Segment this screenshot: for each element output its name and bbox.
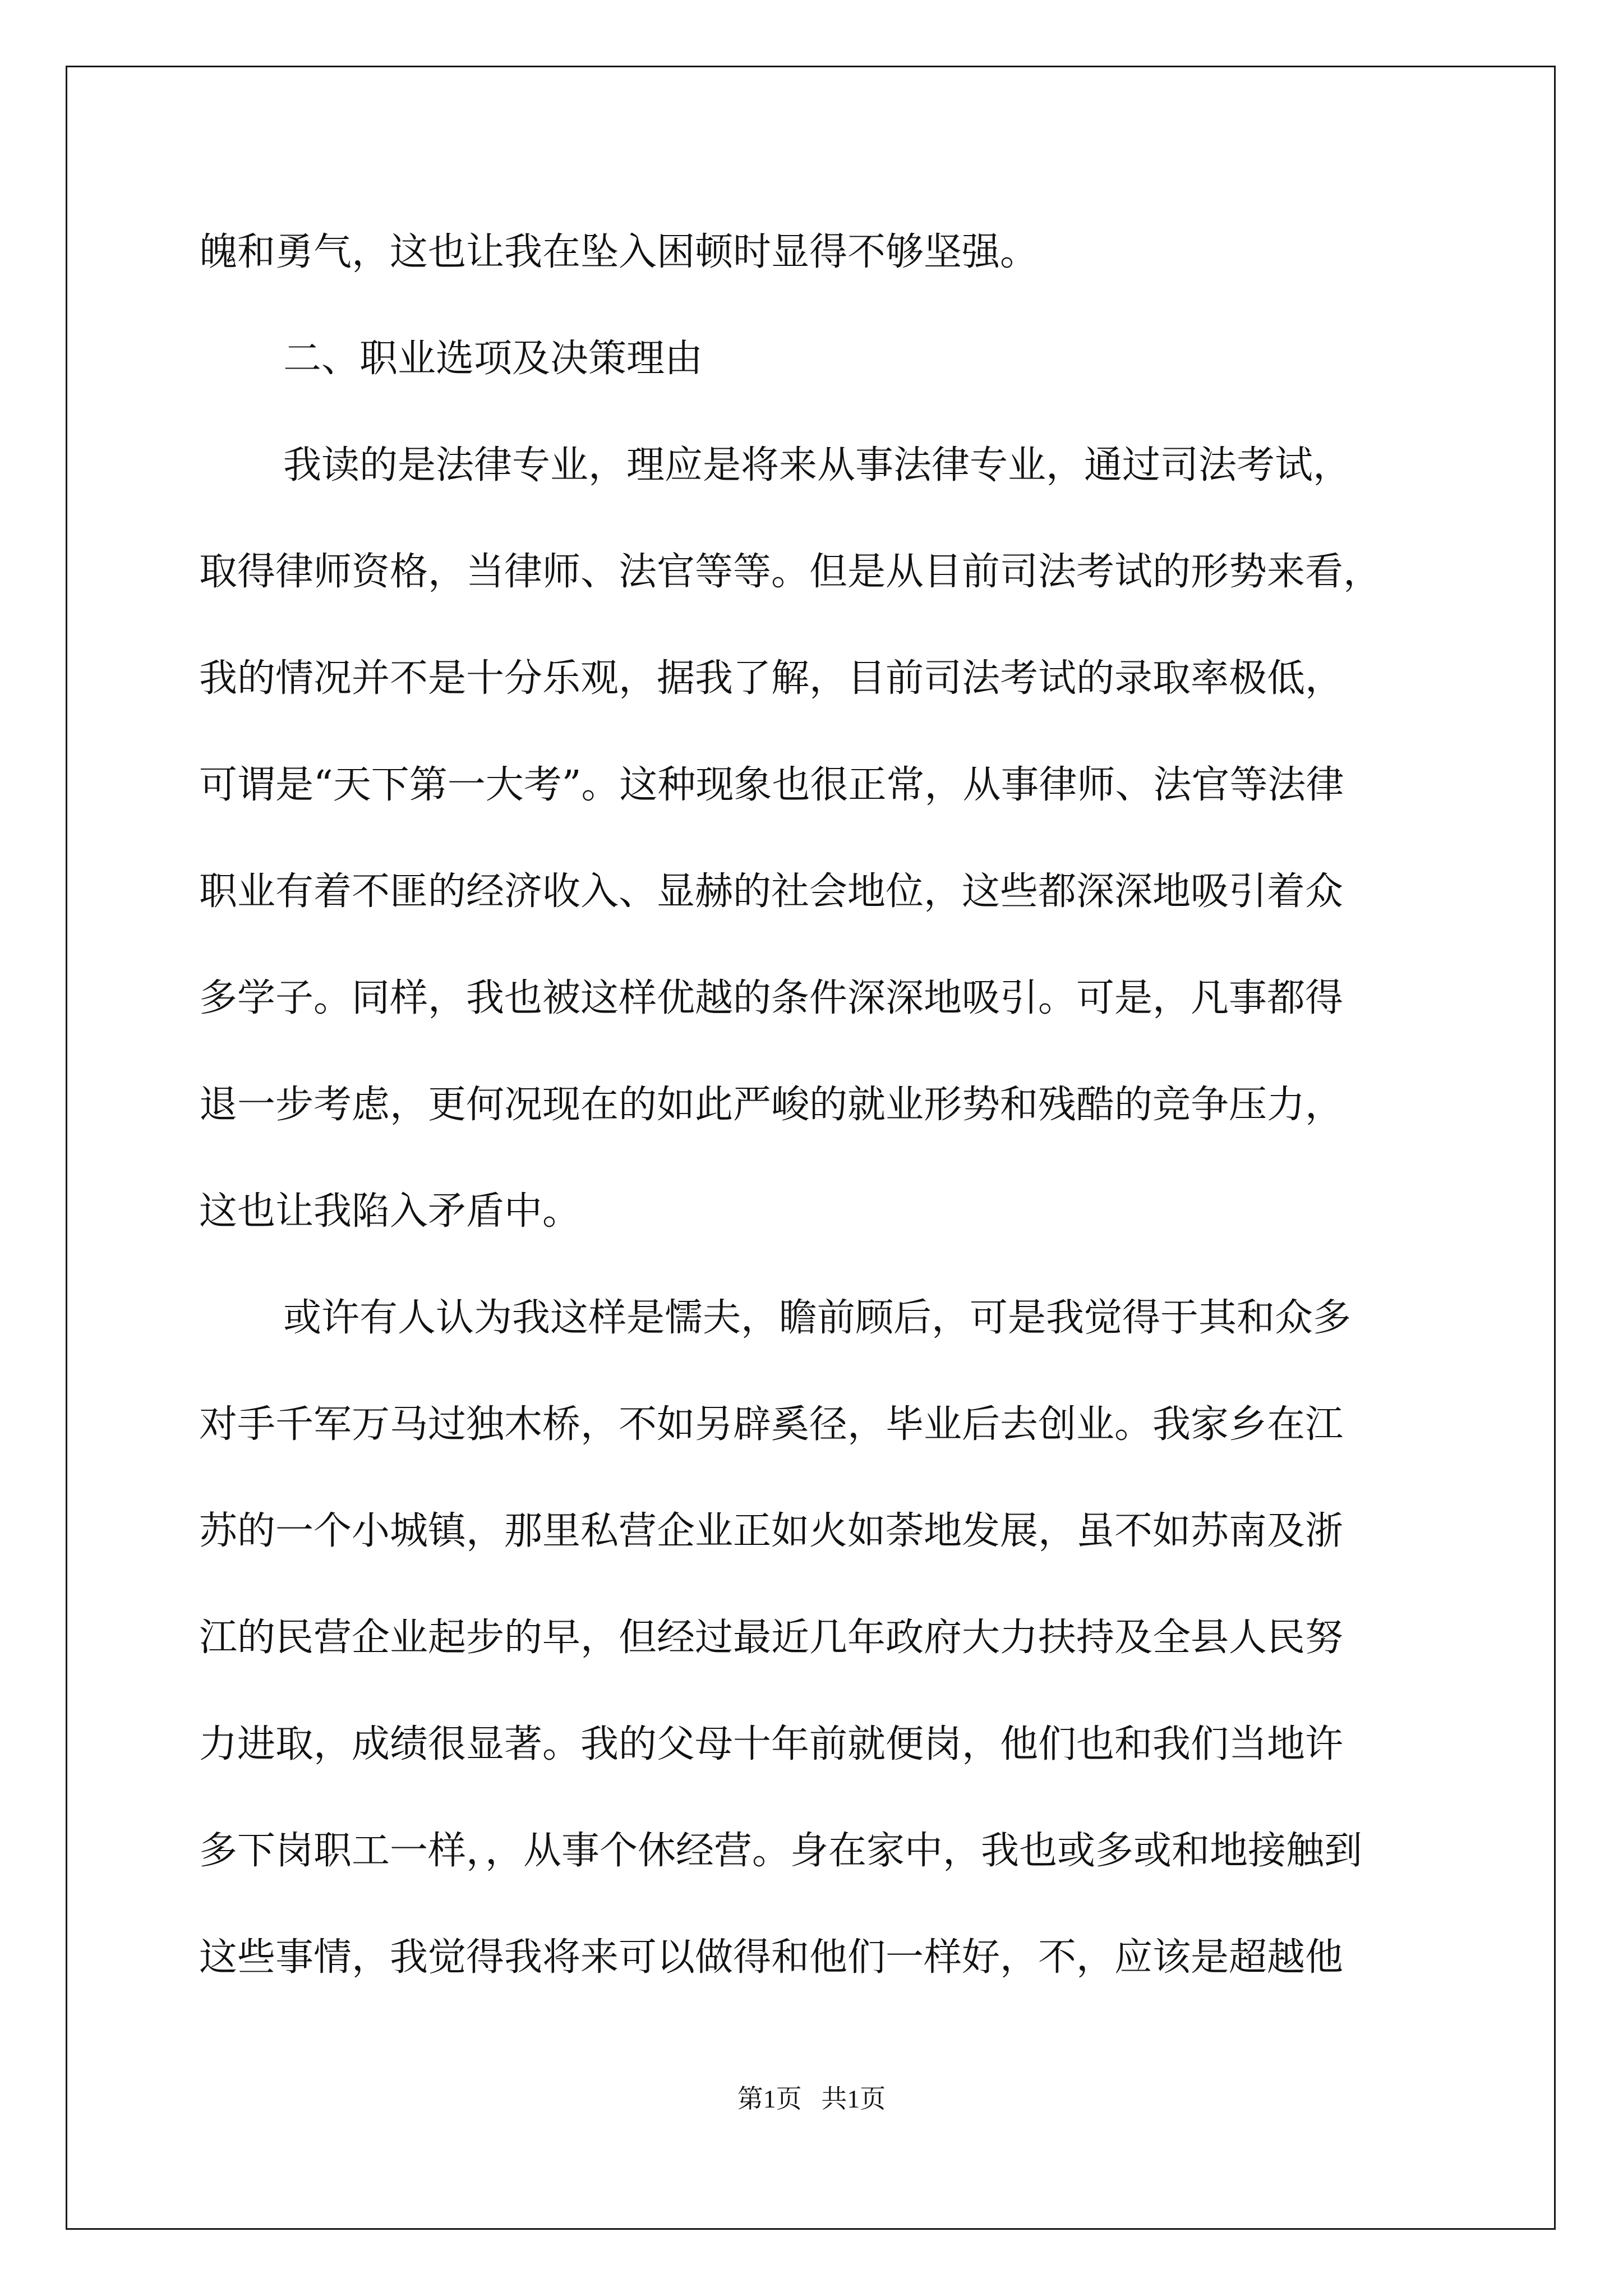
text-line-12: 对手千军万马过独木桥，不如另辟奚径，毕业后去创业。我家乡在江	[199, 1402, 1344, 1447]
page-number-footer: 第1页 共1页	[737, 2085, 886, 2113]
text-line-7: 职业有着不匪的经济收入、显赫的社会地位，这些都深深地吸引着众	[199, 869, 1344, 914]
section-heading: 二、职业选项及决策理由	[283, 337, 703, 381]
text-line-8: 多学子。同样，我也被这样优越的条件深深地吸引。可是，凡事都得	[199, 976, 1344, 1020]
text-line-6: 可谓是“天下第一大考”。这种现象也很正常，从事律师、法官等法律	[199, 763, 1344, 807]
text-line-11: 或许有人认为我这样是懦夫，瞻前顾后，可是我觉得于其和众多	[283, 1296, 1352, 1340]
text-line-9: 退一步考虑，更何况现在的如此严峻的就业形势和残酷的竞争压力，	[199, 1083, 1344, 1127]
text-line-15: 力进取，成绩很显著。我的父母十年前就便岗，他们也和我们当地许	[199, 1722, 1344, 1766]
text-line-5: 我的情况并不是十分乐观，据我了解，目前司法考试的录取率极低，	[199, 656, 1344, 701]
text-line-14: 江的民营企业起步的早，但经过最近几年政府大力扶持及全县人民努	[199, 1616, 1344, 1660]
text-line-10: 这也让我陷入矛盾中。	[199, 1189, 581, 1234]
text-line-16: 多下岗职工一样，，从事个休经营。身在家中，我也或多或和地接触到	[199, 1829, 1363, 1873]
text-line-1: 魄和勇气，这也让我在坠入困顿时显得不够坚强。	[199, 230, 1039, 274]
text-line-3: 我读的是法律专业，理应是将来从事法律专业，通过司法考试，	[283, 443, 1352, 487]
page-border	[66, 66, 1556, 2230]
text-line-4: 取得律师资格，当律师、法官等等。但是从目前司法考试的形势来看，	[199, 550, 1382, 594]
text-line-13: 苏的一个小城镇，那里私营企业正如火如荼地发展，虽不如苏南及浙	[199, 1509, 1344, 1553]
text-line-17: 这些事情，我觉得我将来可以做得和他们一样好，不，应该是超越他	[199, 1935, 1344, 1980]
